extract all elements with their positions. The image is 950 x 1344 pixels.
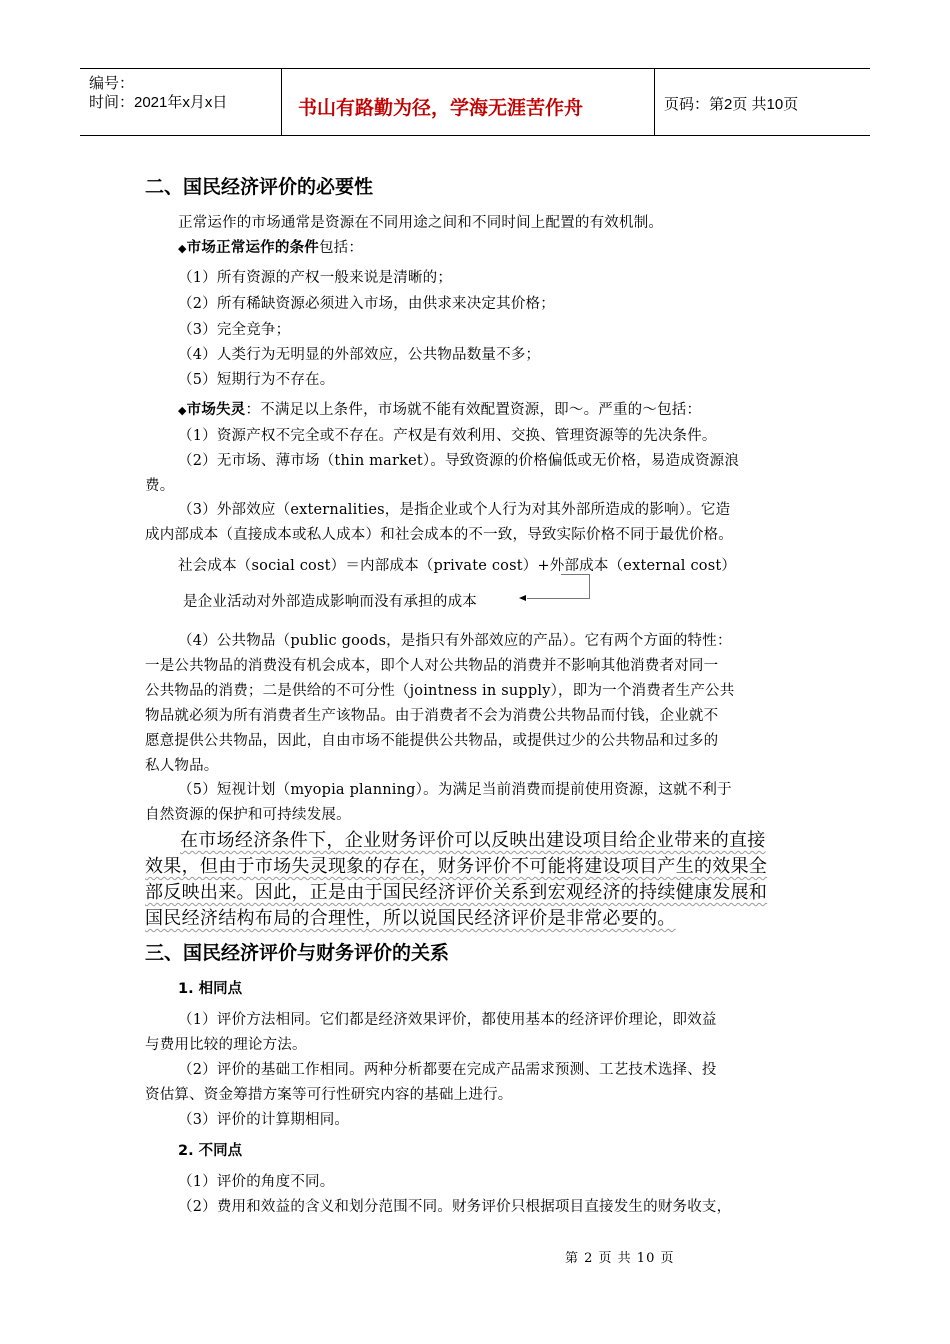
diamond-bullet-icon: ◆ — [178, 404, 187, 417]
document-time-label: 时间：2021年x月x日 — [89, 94, 228, 111]
condition-item: （4）人类行为无明显的外部效应，公共物品数量不多； — [178, 347, 541, 363]
conditions-heading-bold: 市场正常运作的条件 — [186, 240, 319, 256]
conclusion-line: 国民经济结构布局的合理性，所以说国民经济评价是非常必要的。 — [145, 908, 676, 929]
header-divider-left — [281, 68, 282, 136]
conditions-heading-rest: 包括： — [318, 240, 364, 256]
differences-heading: 2. 不同点 — [178, 1143, 243, 1159]
failure-item-1: （1）资源产权不完全或不存在。产权是有效利用、交换、管理资源等的先决条件。 — [178, 428, 717, 444]
header-divider-right — [654, 68, 655, 136]
cost-formula: 社会成本（social cost）＝内部成本（private cost）+外部成本（external cost） — [178, 558, 737, 574]
market-failure-bold: 市场失灵 — [186, 402, 246, 418]
market-failure-rest: ：不满足以上条件，市场就不能有效配置资源，即～。严重的～包括： — [245, 402, 702, 418]
failure-item-4-line: 物品就必须为所有消费者生产该物品。由于消费者不会为消费公共物品而付钱，企业就不 — [145, 708, 719, 724]
market-failure-heading — [178, 398, 701, 419]
header-motto: 书山有路勤为径，学海无涯苦作舟 — [298, 97, 584, 119]
similarity-2-line1: （2）评价的基础工作相同。两种分析都要在完成产品需求预测、工艺技术选择、投 — [178, 1062, 717, 1078]
difference-1: （1）评价的角度不同。 — [178, 1174, 335, 1190]
conditions-heading — [178, 236, 363, 257]
failure-item-4-line: 愿意提供公共物品，因此，自由市场不能提供公共物品，或提供过少的公共物品和过多的 — [145, 733, 719, 749]
annotation-connector-vertical — [589, 574, 590, 599]
annotation-connector-top — [561, 574, 589, 575]
section2-title: 二、国民经济评价的必要性 — [145, 176, 374, 198]
conclusion-line: 在市场经济条件下，企业财务评价可以反映出建设项目给企业带来的直接 — [180, 830, 766, 851]
failure-item-5-line1: （5）短视计划（myopia planning）。为满足当前消费而提前使用资源，这就不利于 — [178, 782, 732, 798]
section2-intro: 正常运作的市场通常是资源在不同用途之间和不同时间上配置的有效机制。 — [178, 215, 664, 231]
similarity-1-line2: 与费用比较的理论方法。 — [145, 1037, 307, 1053]
failure-item-2-line2: 费。 — [145, 478, 175, 494]
difference-2: （2）费用和效益的含义和划分范围不同。财务评价只根据项目直接发生的财务收支， — [178, 1199, 732, 1215]
condition-item: （3）完全竞争； — [178, 322, 291, 338]
condition-item: （1）所有资源的产权一般来说是清晰的； — [178, 270, 453, 286]
external-cost-annotation: 是企业活动对外部造成影响而没有承担的成本 — [183, 594, 477, 610]
annotation-arrow-icon — [519, 595, 526, 601]
header-page-label: 页码：第2页 共10页 — [664, 96, 799, 113]
diamond-bullet-icon: ◆ — [178, 242, 187, 255]
condition-item: （5）短期行为不存在。 — [178, 372, 335, 388]
failure-item-3-line2: 成内部成本（直接成本或私人成本）和社会成本的不一致，导致实际价格不同于最优价格。 — [145, 527, 733, 543]
failure-item-2-line1: （2）无市场、薄市场（thin market）。导致资源的价格偏低或无价格，易造成资源浪 — [178, 453, 740, 469]
section3-title: 三、国民经济评价与财务评价的关系 — [145, 942, 450, 964]
conclusion-line: 效果，但由于市场失灵现象的存在，财务评价不可能将建设项目产生的效果全 — [145, 856, 768, 877]
header-bottom-border — [80, 135, 870, 136]
failure-item-4-line: 私人物品。 — [145, 758, 219, 774]
condition-item: （2）所有稀缺资源必须进入市场，由供求来决定其价格； — [178, 296, 555, 312]
document-number-label: 编号： — [89, 75, 135, 92]
similarities-heading: 1. 相同点 — [178, 981, 243, 997]
annotation-connector-bottom — [527, 598, 590, 599]
failure-item-3-line1: （3）外部效应（externalities，是指企业或个人行为对其外部所造成的影响）。它造 — [178, 502, 731, 518]
conclusion-line: 部反映出来。因此，正是由于国民经济评价关系到宏观经济的持续健康发展和 — [145, 882, 768, 903]
failure-item-4-line: 公共物品的消费；二是供给的不可分性（jointness in supply），即为一个消费者生产公共 — [145, 683, 735, 699]
header-top-border — [80, 68, 870, 69]
failure-item-5-line2: 自然资源的保护和可持续发展。 — [145, 807, 351, 823]
failure-item-4-line: 一是公共物品的消费没有机会成本，即个人对公共物品的消费并不影响其他消费者对同一 — [145, 658, 719, 674]
similarity-1-line1: （1）评价方法相同。它们都是经济效果评价，都使用基本的经济评价理论，即效益 — [178, 1012, 717, 1028]
failure-item-4-line: （4）公共物品（public goods，是指只有外部效应的产品）。它有两个方面的特性： — [178, 633, 732, 649]
similarity-3: （3）评价的计算期相同。 — [178, 1112, 350, 1128]
page-footer: 第 2 页 共 10 页 — [565, 1251, 675, 1266]
similarity-2-line2: 资估算、资金筹措方案等可行性研究内容的基础上进行。 — [145, 1087, 513, 1103]
